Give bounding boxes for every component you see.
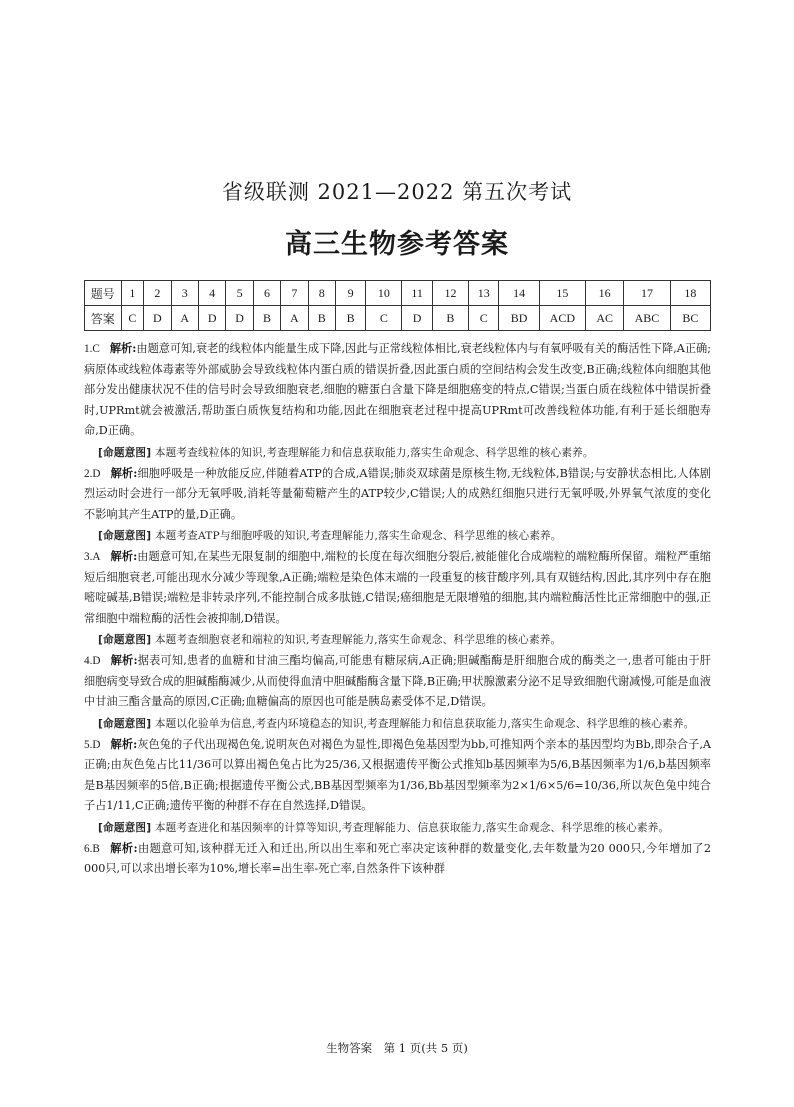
answer-cell: BD xyxy=(499,306,539,331)
exam-title: 省级联测 2021—2022 第五次考试 xyxy=(221,180,573,204)
answer-cell: B xyxy=(432,306,468,331)
explanations xyxy=(84,338,711,880)
page-footer: 生物答案 第 1 页(共 5 页) xyxy=(326,1041,468,1055)
answer-cell: B xyxy=(335,306,365,331)
question-number-cell: 15 xyxy=(539,281,585,306)
question-number-cell: 8 xyxy=(308,281,335,306)
explanation-paragraph xyxy=(84,838,711,880)
intent-note xyxy=(98,527,711,546)
explanation-item xyxy=(84,650,711,734)
question-number-cell: 5 xyxy=(226,281,253,306)
analysis-text: 灰色兔的子代出现褐色兔,说明灰色对褐色为显性,即褐色兔基因型为bb,可推知两个亲本的基因型均为Bb,即杂合子,A正确;由灰色兔占比11/36可以算出褐色兔占比为25/36,又根据遗传平衡公式推知b基因频率为5/6,B基因频率为1/6,b基因频率是B基因频率的5倍,B正确;根据遗传平衡公式,BB基因型频率为1/36,Bb基因型频率为2×1/6×5/6=10/36,所以灰色兔中纯合子占1/11,C正确;遗传平衡的种群不存在自然选择,D错误。 xyxy=(84,737,711,812)
question-number-cell: 13 xyxy=(469,281,499,306)
explanation-item xyxy=(84,463,711,547)
question-number-cell: 2 xyxy=(144,281,171,306)
table-row-answers xyxy=(85,306,711,331)
answer-cell: A xyxy=(171,306,198,331)
explanation-paragraph xyxy=(84,650,711,713)
analysis-text: 细胞呼吸是一种放能反应,伴随着ATP的合成,A错误;肺炎双球菌是原核生物,无线粒体,B错误;与安静状态相比,人体剧烈运动时会进行一部分无氧呼吸,消耗等量葡萄糖产生的ATP较少,C错误;人的成熟红细胞只进行无氧呼吸,外界氧气浓度的变化不影响其产生ATP的量,D正确。 xyxy=(84,466,711,521)
answer-cell: ACD xyxy=(539,306,585,331)
intent-text: 本题考查细胞衰老和端粒的知识,考查理解能力,落实生命观念、科学思维的核心素养。 xyxy=(154,634,562,646)
intent-text: 本题考查线粒体的知识,考查理解能力和信息获取能力,落实生命观念、科学思维的核心素养。 xyxy=(154,446,594,459)
explanation-item xyxy=(84,838,711,880)
question-number-cell: 1 xyxy=(121,281,144,306)
intent-text: 本题考查进化和基因频率的计算等知识,考查理解能力、信息获取能力,落实生命观念、科学思维的核心素养。 xyxy=(154,821,670,834)
question-answer-label: 6.B xyxy=(84,842,100,855)
intent-note xyxy=(98,444,711,463)
answer-cell: D xyxy=(144,306,171,331)
analysis-label: 解析: xyxy=(110,736,138,751)
analysis-label: 解析: xyxy=(109,840,138,855)
intent-label: [命题意图] xyxy=(98,530,152,542)
question-number-cell: 14 xyxy=(499,281,539,306)
analysis-text: 由题意可知,该种群无迁入和迁出,所以出生率和死亡率决定该种群的数量变化,去年数量为20 000只,今年增加了2 000只,可以求出增长率为10%,增长率=出生率-死亡率,自然条件下该种群 xyxy=(84,841,711,875)
explanation-item xyxy=(84,338,711,463)
answer-cell: AC xyxy=(586,306,624,331)
row-label: 答案 xyxy=(85,306,122,331)
analysis-text: 由题意可知,在某些无限复制的细胞中,端粒的长度在每次细胞分裂后,被能催化合成端粒的端粒酶所保留。端粒严重缩短后细胞衰老,可能出现水分减少等现象,A正确;端粒是染色体末端的一段重复的核苷酸序列,具有双链结构,因此,其序列中存在胞嘧啶碱基,B错误;端粒是非转录序列,不能控制合成多肽链,C错误;癌细胞是无限增殖的细胞,其内端粒酶活性比正常细胞中的强,正常细胞中端粒酶的活性会被抑制,D错误。 xyxy=(84,550,711,625)
analysis-label: 解析: xyxy=(109,341,137,355)
intent-label: [命题意图] xyxy=(98,717,152,730)
row-label: 题号 xyxy=(85,281,122,306)
analysis-label: 解析: xyxy=(110,549,138,563)
answer-cell: D xyxy=(198,306,225,331)
explanation-paragraph xyxy=(84,734,711,817)
question-answer-label: 3.A xyxy=(84,551,101,563)
intent-note xyxy=(98,631,711,650)
explanation-paragraph xyxy=(84,338,711,442)
question-number-cell: 9 xyxy=(335,281,365,306)
question-number-cell: 16 xyxy=(586,281,624,306)
answer-cell: B xyxy=(253,306,280,331)
table-row-numbers xyxy=(85,281,711,306)
question-answer-label: 2.D xyxy=(84,467,101,480)
intent-label: [命题意图] xyxy=(98,446,152,459)
analysis-label: 解析: xyxy=(110,465,138,480)
explanation-item xyxy=(84,734,711,838)
explanation-paragraph xyxy=(84,546,711,629)
explanation-item xyxy=(84,546,711,650)
intent-label: [命题意图] xyxy=(98,634,152,646)
question-number-cell: 17 xyxy=(624,281,670,306)
question-number-cell: 12 xyxy=(432,281,468,306)
answer-cell: B xyxy=(308,306,335,331)
intent-text: 本题以化验单为信息,考查内环境稳态的知识,考查理解能力和信息获取能力,落实生命观念、科学思维的核心素养。 xyxy=(154,717,695,730)
answer-cell: D xyxy=(402,306,432,331)
answer-cell: BC xyxy=(670,306,710,331)
analysis-text: 由题意可知,衰老的线粒体内能量生成下降,因此与正常线粒体相比,衰老线粒体内与有氧呼吸有关的酶活性下降,A正确;病原体或线粒体毒素等外部威胁会导致线粒体内蛋白质的错误折叠,因此蛋白质的空间结构会发生改变,B正确;线粒体向细胞其他部分发出健康状况不佳的信号时会导致细胞衰老,细胞的糖蛋白含量下降是细胞癌变的特点,C错误;当蛋白质在线粒体中错误折叠时,UPRmt就会被激活,帮助蛋白质恢复结构和功能,因此在细胞衰老过程中提高UPRmt可改善线粒体功能,有利于延长细胞寿命,D正确。 xyxy=(84,342,711,437)
question-number-cell: 10 xyxy=(366,281,402,306)
answer-table xyxy=(84,280,711,331)
question-answer-label: 4.D xyxy=(84,655,101,667)
explanation-paragraph xyxy=(84,463,711,526)
question-number-cell: 6 xyxy=(253,281,280,306)
question-number-cell: 18 xyxy=(670,281,710,306)
answer-cell: A xyxy=(281,306,308,331)
analysis-label: 解析: xyxy=(110,653,138,667)
question-number-cell: 7 xyxy=(281,281,308,306)
intent-label: [命题意图] xyxy=(98,821,152,834)
question-number-cell: 4 xyxy=(198,281,225,306)
question-answer-label: 1.C xyxy=(84,343,100,355)
answer-cell: C xyxy=(469,306,499,331)
question-number-cell: 3 xyxy=(171,281,198,306)
answer-cell: D xyxy=(226,306,253,331)
question-answer-label: 5.D xyxy=(84,738,101,751)
analysis-text: 据表可知,患者的血糖和甘油三酯均偏高,可能患有糖尿病,A正确;胆碱酯酶是肝细胞合成的酶类之一,患者可能由于肝细胞病变导致合成的胆碱酯酶减少,从而使得血清中胆碱酯酶含量下降,B正确;甲状腺激素分泌不足导致细胞代谢减慢,可能是血液中甘油三酯含量高的原因,C正确;血糖偏高的原因也可能是胰岛素受体不足,D错误。 xyxy=(84,654,711,708)
intent-text: 本题考查ATP与细胞呼吸的知识,考查理解能力,落实生命观念、科学思维的核心素养。 xyxy=(154,530,562,542)
intent-note xyxy=(98,819,711,838)
answer-title: 高三生物参考答案 xyxy=(285,229,509,260)
answer-cell: ABC xyxy=(624,306,670,331)
intent-note xyxy=(98,715,711,734)
question-number-cell: 11 xyxy=(402,281,432,306)
answer-cell: C xyxy=(121,306,144,331)
answer-cell: C xyxy=(366,306,402,331)
